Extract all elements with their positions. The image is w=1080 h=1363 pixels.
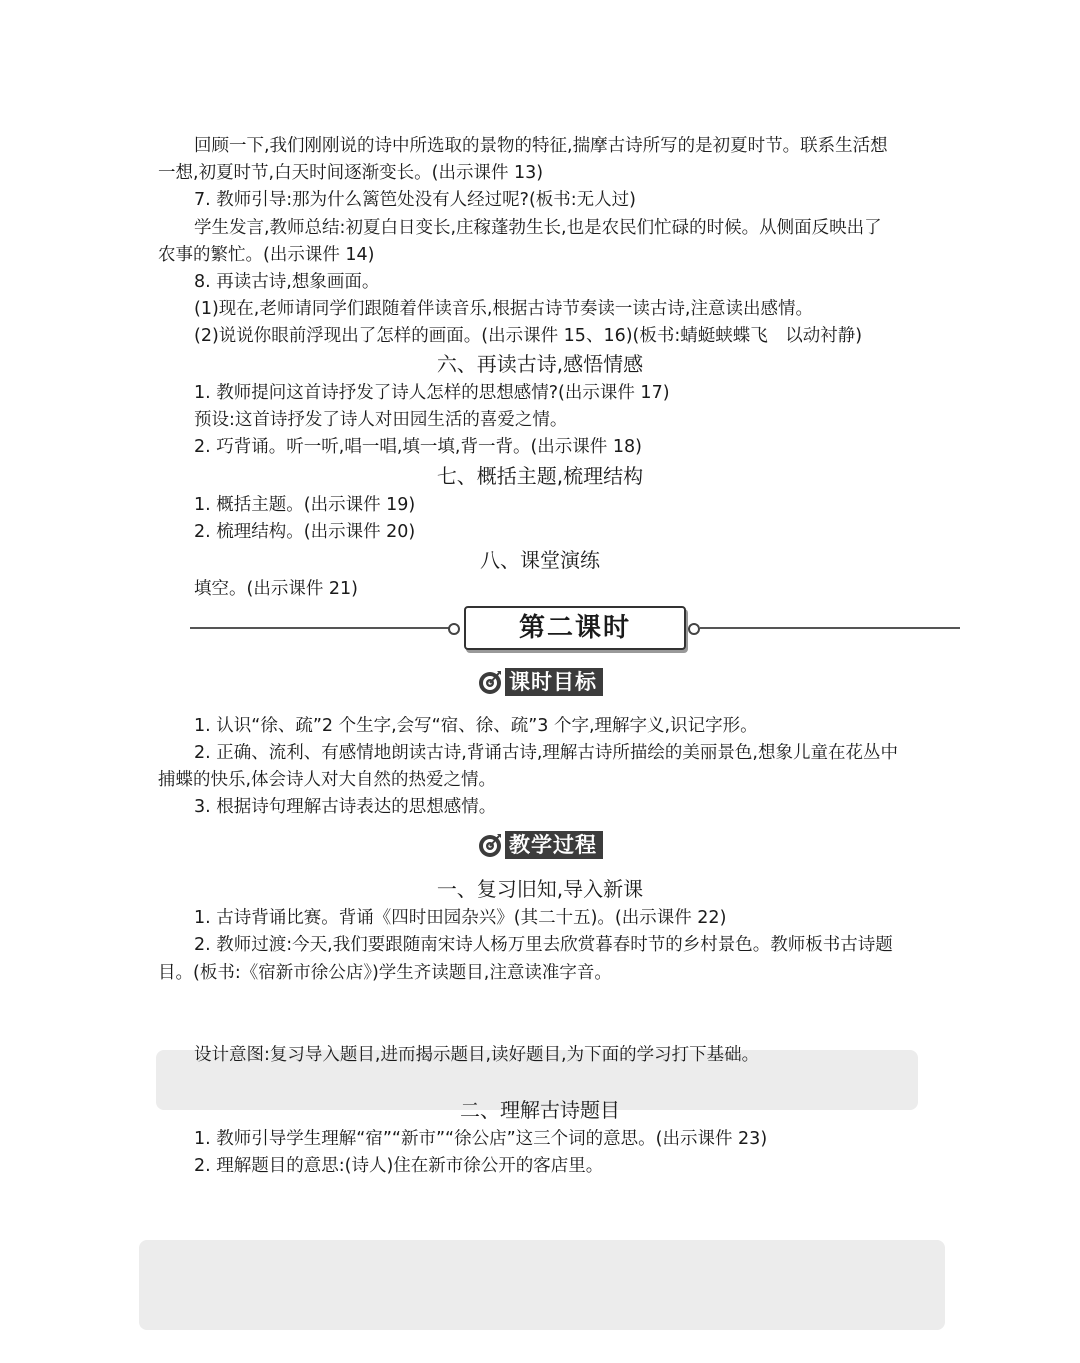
paragraph-line: 1. 认识“徐、疏”2 个生字,会写“宿、徐、疏”3 个字,理解字义,识记字形。 <box>194 716 758 736</box>
section-heading-8: 八、课堂演练 <box>480 548 600 572</box>
paragraph-line: 预设:这首诗抒发了诗人对田园生活的喜爱之情。 <box>194 410 568 430</box>
design-intent-text: 设计意图:复习导入题目,进而揭示题目,读好题目,为下面的学习打下基础。 <box>194 1045 760 1065</box>
process-badge-row <box>0 830 1080 860</box>
paragraph-line: 1. 教师提问这首诗抒发了诗人怎样的思想感情?(出示课件 17) <box>194 383 670 403</box>
paragraph-line: 农事的繁忙。(出示课件 14) <box>158 245 375 265</box>
paragraph-line: 一想,初夏时节,白天时间逐渐变长。(出示课件 13) <box>158 163 544 183</box>
goals-badge <box>477 667 603 697</box>
paragraph-line: 捕蝶的快乐,体会诗人对大自然的热爱之情。 <box>158 770 497 790</box>
paragraph-line: 8. 再读古诗,想象画面。 <box>194 272 380 292</box>
paragraph-line: 2. 正确、流利、有感情地朗读古诗,背诵古诗,理解古诗所描绘的美丽景色,想象儿童在花丛中 <box>194 743 898 763</box>
goals-badge-label: 课时目标 <box>505 668 603 696</box>
paragraph-line: 1. 概括主题。(出示课件 19) <box>194 495 416 515</box>
paragraph-line: 填空。(出示课件 21) <box>194 579 358 599</box>
paragraph-line: 1. 教师引导学生理解“宿”“新市”“徐公店”这三个词的意思。(出示课件 23) <box>194 1129 768 1149</box>
goals-badge-row <box>0 667 1080 697</box>
paragraph-line: 学生发言,教师总结:初夏白日变长,庄稼蓬勃生长,也是农民们忙碌的时候。从侧面反映出了 <box>194 218 882 238</box>
paragraph-line: (1)现在,老师请同学们跟随着伴读音乐,根据古诗节奏读一读古诗,注意读出感情。 <box>194 299 813 319</box>
paragraph-line: 2. 梳理结构。(出示课件 20) <box>194 522 416 542</box>
lesson-title: 第二课时 <box>464 606 686 650</box>
section-heading-6: 六、再读古诗,感悟情感 <box>436 352 644 376</box>
divider-dot-right <box>688 623 700 635</box>
paragraph-line: 2. 巧背诵。听一听,唱一唱,填一填,背一背。(出示课件 18) <box>194 437 642 457</box>
paragraph-line: 7. 教师引导:那为什么篱笆处没有人经过呢?(板书:无人过) <box>194 190 636 210</box>
paragraph-line: 1. 古诗背诵比赛。背诵《四时田园杂兴》(其二十五)。(出示课件 22) <box>194 908 727 928</box>
process-badge <box>477 830 603 860</box>
divider-line-left <box>190 627 452 629</box>
target-icon <box>477 832 503 858</box>
divider-line-right <box>700 627 960 629</box>
paragraph-line: (2)说说你眼前浮现出了怎样的画面。(出示课件 15、16)(板书:蜻蜓蛱蝶飞 以动衬静) <box>194 326 863 346</box>
target-icon <box>477 669 503 695</box>
paragraph-line: 2. 教师过渡:今天,我们要跟随南宋诗人杨万里去欣赏暮春时节的乡村景色。教师板书古诗题 <box>194 935 893 955</box>
section-heading-7: 七、概括主题,梳理结构 <box>436 464 644 488</box>
section-heading-1: 一、复习旧知,导入新课 <box>436 877 644 901</box>
divider-dot-left <box>448 623 460 635</box>
paragraph-line: 目。(板书:《宿新市徐公店》)学生齐读题目,注意读准字音。 <box>158 963 612 983</box>
process-badge-label: 教学过程 <box>505 831 603 859</box>
note-box-empty <box>139 1240 945 1330</box>
paragraph-line: 2. 理解题目的意思:(诗人)住在新市徐公开的客店里。 <box>194 1156 604 1176</box>
paragraph-line: 回顾一下,我们刚刚说的诗中所选取的景物的特征,揣摩古诗所写的是初夏时节。联系生活想 <box>194 136 888 156</box>
section-heading-2: 二、理解古诗题目 <box>460 1098 620 1122</box>
lesson-divider <box>190 605 960 651</box>
paragraph-line: 3. 根据诗句理解古诗表达的思想感情。 <box>194 797 497 817</box>
